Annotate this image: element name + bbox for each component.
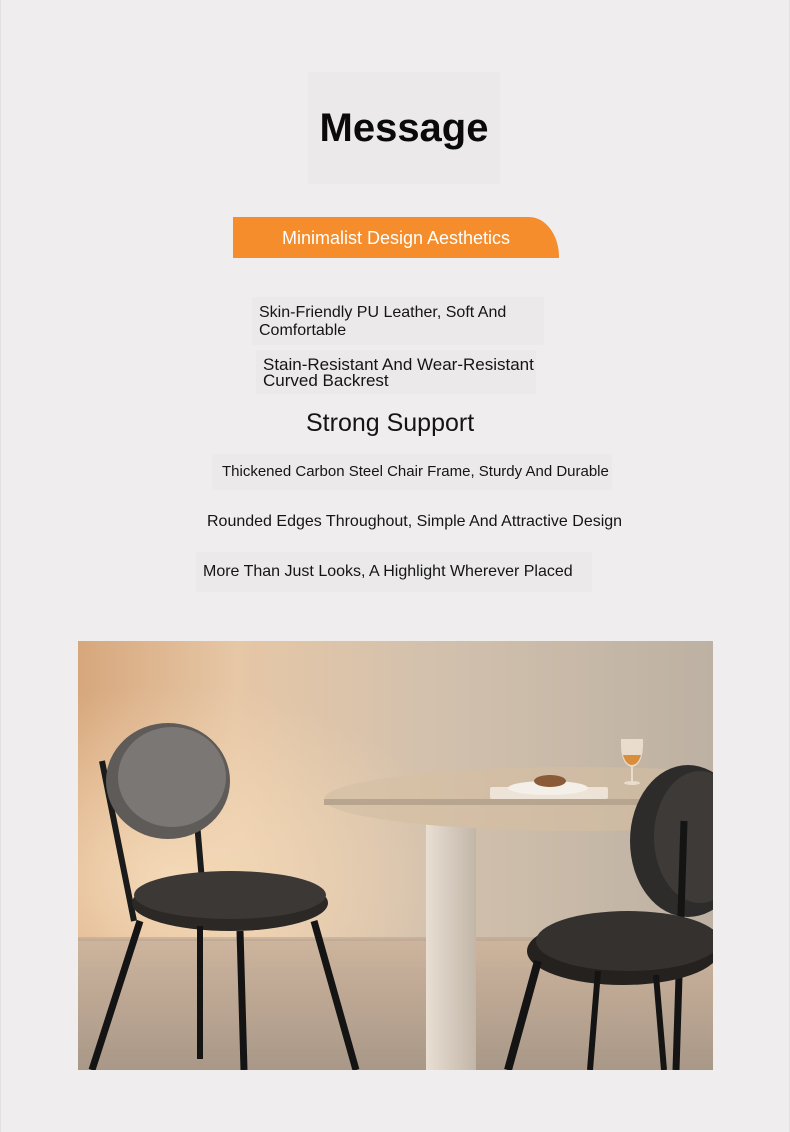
section-heading: Strong Support [306, 409, 475, 437]
feature-highlight-text: More Than Just Looks, A Highlight Wherever Placed [203, 563, 573, 580]
feature-backrest: Stain-Resistant And Wear-Resistant Curved Backrest [263, 355, 534, 390]
feature-frame: Thickened Carbon Steel Chair Frame, Sturdy And Durable [222, 463, 609, 480]
feature-edges: Rounded Edges Throughout, Simple And Attractive Design [207, 513, 623, 530]
product-photo [78, 641, 713, 1070]
feature-leather: Skin-Friendly PU Leather, Soft And Comfortable [259, 304, 507, 339]
section-banner: Minimalist Design Aesthetics [233, 217, 559, 258]
page-title: Message [319, 106, 489, 150]
